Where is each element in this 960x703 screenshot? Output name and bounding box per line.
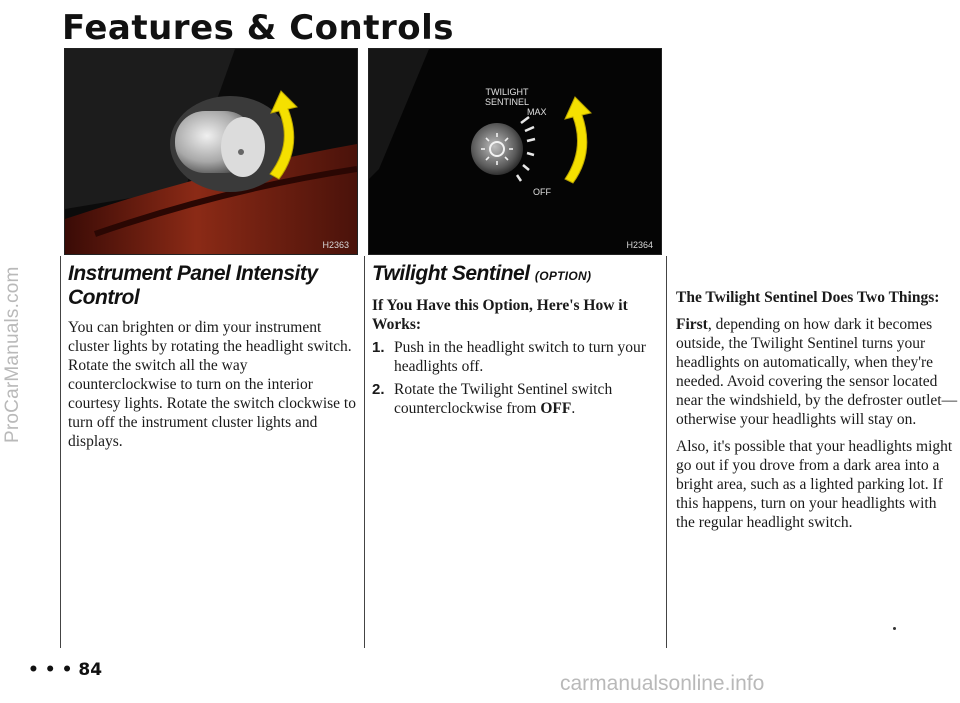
bottom-watermark: carmanualsonline.info	[560, 672, 765, 695]
step-text	[394, 380, 657, 418]
twilight-sentinel-photo	[368, 48, 662, 255]
column-rule-right	[666, 256, 667, 648]
instrument-section	[68, 262, 358, 451]
photo-code-right: H2364	[626, 240, 653, 250]
page-title: Features & Controls	[62, 8, 454, 48]
two-things-heading: The Twilight Sentinel Does Two Things:	[676, 289, 940, 306]
twilight-section	[372, 262, 657, 422]
step-text: Push in the headlight switch to turn your headlights off.	[394, 339, 646, 375]
two-things-section	[676, 288, 958, 532]
dial-label-sentinel: SENTINEL	[485, 97, 530, 107]
instrument-heading: Instrument Panel Intensity Control	[68, 262, 318, 309]
step-number: 1.	[372, 339, 385, 356]
headlight-switch-illustration	[65, 49, 357, 254]
two-things-first	[676, 315, 958, 429]
photo-code-left: H2363	[322, 240, 349, 250]
dial-label-off: OFF	[533, 187, 551, 197]
two-things-also: Also, it's possible that your headlights might go out if you drove from a dark area into a bright area, such as a lighted parking lot. If this happens, turn on your headlights with the regular headlight switch.	[676, 438, 953, 531]
twilight-dial-illustration	[369, 49, 661, 254]
dial-label-twilight: TWILIGHT	[485, 87, 529, 97]
instrument-body: You can brighten or dim your instrument cluster lights by rotating the headlight switch. Rotate the switch all the way counterclockwise to turn on the interior courtesy lights. Rotate the switch clockwise to turn off the instrument cluster lights and displays.	[68, 319, 356, 450]
first-text: , depending on how dark it becomes outside, the Twilight Sentinel turns your headlights on automatically, when they're needed. Avoid covering the sensor located near the windshield, by the defroster outlet—otherwise your headlights will stay on.	[676, 316, 958, 428]
step-1	[372, 338, 657, 376]
step-text-bold: OFF	[540, 400, 572, 417]
twilight-steps	[372, 338, 657, 418]
step-text-after: .	[571, 400, 576, 417]
headlight-switch-photo	[64, 48, 358, 255]
side-watermark: ProCarManuals.com	[2, 266, 23, 444]
twilight-heading	[372, 262, 657, 288]
twilight-heading-option: (OPTION)	[534, 269, 592, 283]
twilight-subheading: If You Have this Option, Here's How it Works:	[372, 297, 628, 333]
step-2	[372, 380, 657, 418]
twilight-heading-text: Twilight Sentinel	[372, 262, 530, 285]
dial-label-max: MAX	[527, 107, 547, 117]
column-rule-middle	[364, 256, 365, 648]
page-number	[28, 660, 102, 680]
column-rule-left	[60, 256, 61, 648]
step-number: 2.	[372, 381, 385, 398]
first-label: First	[676, 316, 708, 333]
stray-dot	[893, 627, 896, 630]
step-text-before: Rotate the Twilight Sentinel switch counterclockwise from	[394, 381, 613, 417]
page-number-value: 84	[78, 660, 103, 680]
page-number-prefix: • • •	[28, 660, 73, 680]
dial-label-twilight-sentinel	[485, 87, 529, 107]
